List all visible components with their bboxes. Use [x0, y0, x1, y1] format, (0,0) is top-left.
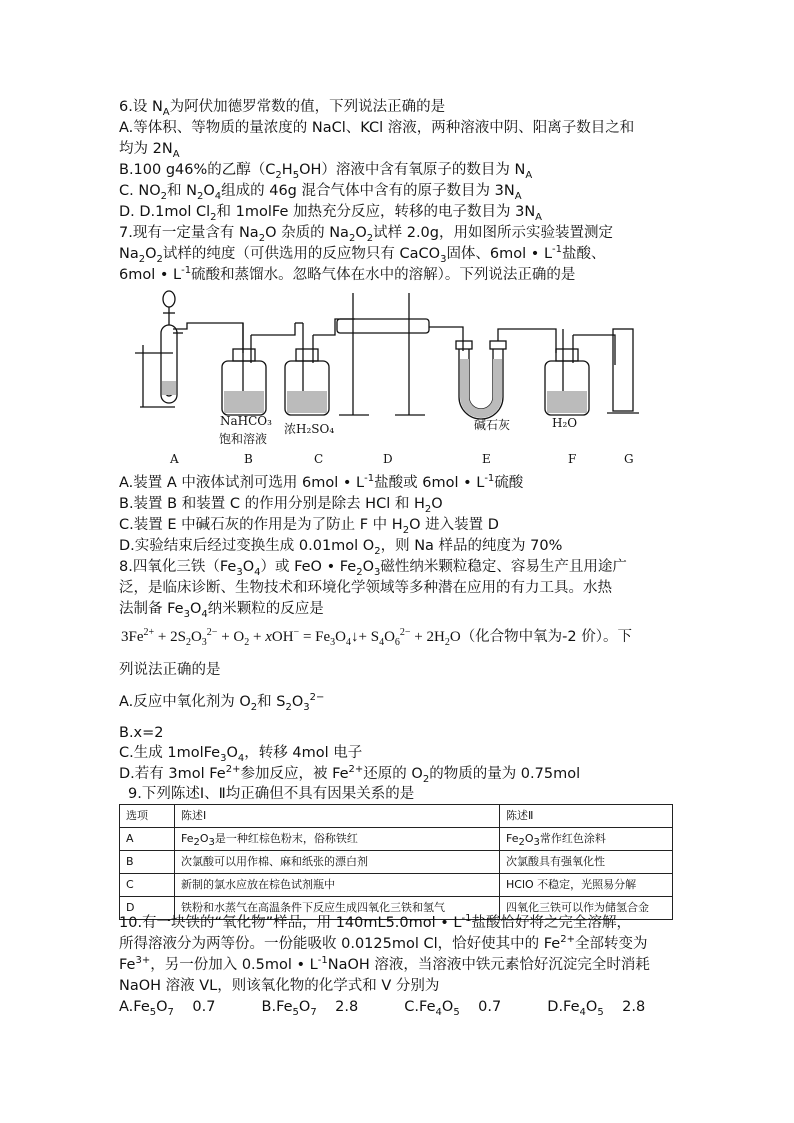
q8-option-d: D.若有 3mol $Fe^{2+}$参加反应，被 $Fe^{2+}$还原的 $O_2$的物质的量为 0.75mol [119, 764, 581, 785]
apparatus-letter-a: A [170, 452, 179, 466]
q7-stem-line1: 7.现有一定量含有 $Na_2O$ 杂质的 $Na_2O_2$试样 2.0g，用如图所示实验装置测定 [119, 225, 613, 244]
row-statement-1: 新制的氯水应放在棕色试剂瓶中 [175, 874, 500, 897]
q8-stem-line3: 法制备 $Fe_3O_4$纳米颗粒的反应是 [119, 601, 324, 620]
q6-option-c: C. $NO_2$和 $N_2O_4$组成的 46g 混合气体中含有的原子数目为 $3N_A$ [119, 183, 522, 202]
q10-options: $A.Fe_5O_7$ 0.7 $B.Fe_5O_7$ 2.8 $C.Fe_4O_5$ 0.7 $D.Fe_4O_5$ 2.8 [119, 999, 646, 1018]
bottle-b-reagent-line1: NaHCO₃ [220, 414, 272, 428]
row-statement-1: 次氯酸可以用作棉、麻和纸张的漂白剂 [175, 851, 500, 874]
apparatus-letter-b: B [244, 452, 253, 466]
apparatus-diagram [125, 285, 665, 470]
apparatus-letter-f: F [568, 452, 577, 466]
q7-stem-line2: $Na_2O_2$试样的纯度（可供选用的反应物只有 CaCO$_3$固体、6mol • $L^{-1}$盐酸、 [119, 244, 606, 265]
q9-stem: 9.下列陈述Ⅰ、Ⅱ均正确但不具有因果关系的是 [128, 786, 415, 802]
q9-table [119, 804, 673, 920]
q6-stem: 6.设 $N_A$为阿伏加德罗常数的值，下列说法正确的是 [119, 99, 446, 118]
table-row [120, 851, 673, 874]
q7-option-c: C.装置 E 中碱石灰的作用是为了防止 F 中 $H_2O$ 进入装置 D [119, 517, 499, 536]
q10-stem-line4: NaOH 溶液 VL，则该氧化物的化学式和 V 分别为 [119, 978, 440, 994]
row-option: C [120, 874, 175, 897]
q8-equation: $3Fe^{2+} + 2S_2O_3^{2-} + O_2 + xOH^-$ = $Fe_3O_4↓+ S_4O_6^{2-} + 2H_2O$（化合物中氧为-2 价）。下 [121, 627, 633, 648]
q10-stem-line2: 所得溶液分为两等份。一份能吸收 0.0125mol Cl，恰好使其中的 $Fe^{2+}$全部转变为 [119, 934, 648, 952]
apparatus-letter-d: D [383, 452, 393, 466]
apparatus-letter-g: G [624, 452, 634, 466]
row-statement-2: 次氯酸具有强氧化性 [500, 851, 673, 874]
row-statement-2: $Fe_2O_3$常作红色涂料 [500, 828, 673, 851]
e-soda-lime-label: 碱石灰 [474, 418, 511, 432]
q6-option-b: B.100 g46%的乙醇$(C_2H_5OH)$溶液中含有氧原子的数目为 $N_A$ [119, 162, 533, 181]
bottle-b-reagent-line2: 饱和溶液 [219, 432, 268, 446]
row-option: A [120, 828, 175, 851]
header-option: 选项 [120, 805, 175, 828]
q8-option-c: C.生成 $1molFe_3O_4$，转移 4mol 电子 [119, 745, 363, 764]
q8-stem-line1: 8.四氧化三铁$(Fe_3O_4)$或 FeO • $Fe_2O_3$磁性纳米颗粒稳定、容易生产且用途广 [119, 559, 627, 578]
header-statement-1: 陈述Ⅰ [175, 805, 500, 828]
q8-option-a: A.反应中氧化剂为 $O_2$和 $S_2O_3^{2-}$ [119, 692, 325, 713]
q7-option-d: D.实验结束后经过变换生成 0.01mol $O_2$，则 Na 样品的纯度为 70% [119, 538, 563, 557]
q6-option-d: D. D.1mol $Cl_2$和 1molFe 加热充分反应，转移的电子数目为 $3N_A$ [119, 204, 543, 223]
f-water-label: H₂O [552, 416, 578, 430]
row-statement-1: $Fe_2O_3$是一种红棕色粉末，俗称铁红 [175, 828, 500, 851]
q7-stem-line3: 6mol • $L^{-1}$硫酸和蒸馏水。忽略气体在水中的溶解）。下列说法正确的是 [119, 265, 576, 283]
row-statement-1: 铁粉和水蒸气在高温条件下反应生成四氧化三铁和氢气 [175, 897, 500, 920]
row-option: D [120, 897, 175, 920]
q7-option-a: A.装置 A 中液体试剂可选用 6mol • $L^{-1}$盐酸或 6mol • $L^{-1}$硫酸 [119, 473, 524, 491]
apparatus-letter-e: E [482, 452, 491, 466]
table-row [120, 828, 673, 851]
table-row [120, 874, 673, 897]
header-statement-2: 陈述Ⅱ [500, 805, 673, 828]
q10-stem-line1: 10.有一块铁的“氧化物”样品，用 140mL5.0mol • $L^{-1}$盐酸恰好将之完全溶解， [119, 913, 631, 931]
q8-stem-line2: 泛，是临床诊断、生物技术和环境化学领域等多种潜在应用的有力工具。水热 [119, 580, 612, 596]
q8-stem-line5: 列说法正确的是 [119, 662, 221, 678]
q8-option-b: B.x=2 [119, 725, 164, 741]
row-statement-2: HClO 不稳定，光照易分解 [500, 874, 673, 897]
q6-option-a-line1: A.等体积、等物质的量浓度的 NaCl、KCl 溶液，两种溶液中阴、阳离子数目之和 [119, 120, 635, 136]
bottle-c-reagent: 浓H₂SO₄ [284, 422, 335, 436]
q6-option-a-line2: 均为 $2N_A$ [119, 141, 180, 160]
apparatus-letter-c: C [314, 452, 324, 466]
q10-stem-line3: $Fe^{3+}$，另一份加入 0.5mol • $L^{-1}NaOH$ 溶液，当溶液中铁元素恰好沉淀完全时消耗 [119, 955, 650, 973]
table-header-row [120, 805, 673, 828]
q7-option-b: B.装置 B 和装置 C 的作用分别是除去 HCl 和 $H_2O$ [119, 496, 443, 515]
row-option: B [120, 851, 175, 874]
row-statement-2: 四氧化三铁可以作为储氢合金 [500, 897, 673, 920]
